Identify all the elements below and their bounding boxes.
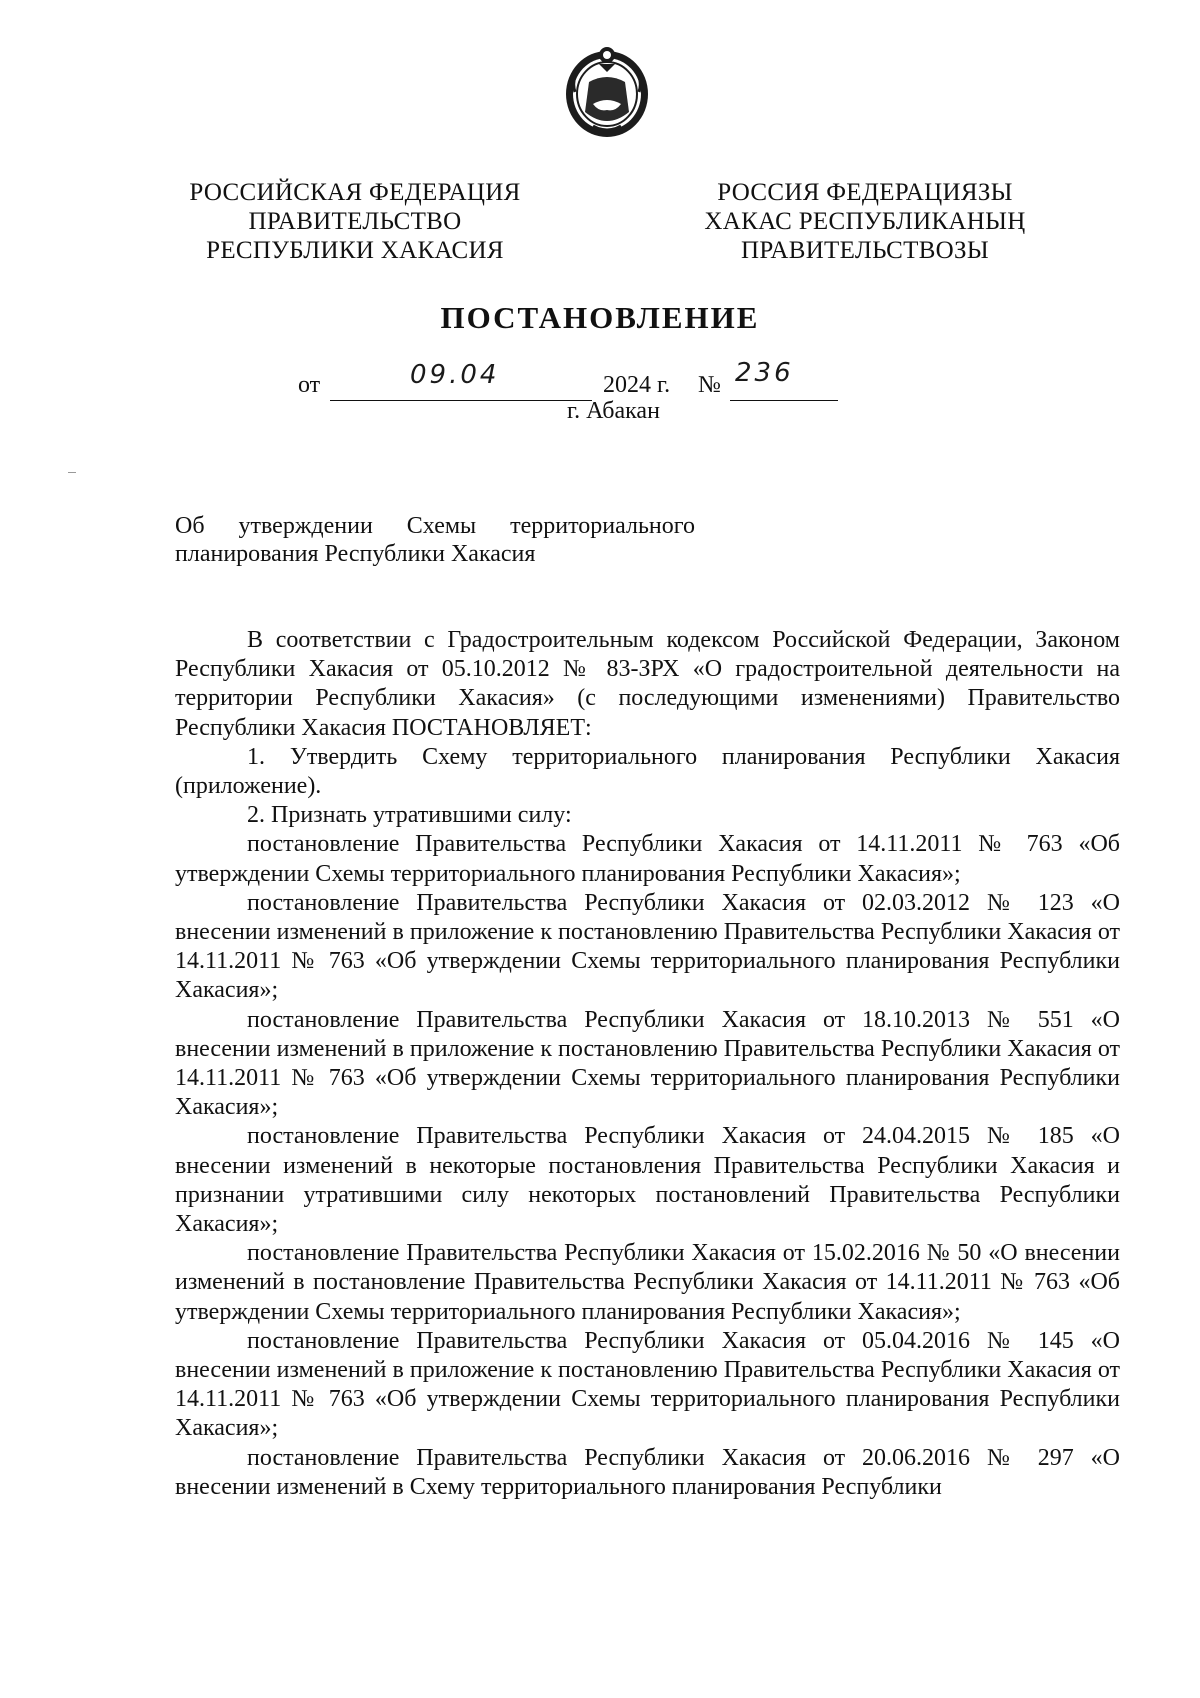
subject-line-2: планирования Республики Хакасия	[175, 541, 536, 567]
repealed-item: постановление Правительства Республики Хакасия от 02.03.2012 № 123 «О внесении изменений в приложение к постановлению Правительства Республики Хакасия от 14.11.2011 № 763 «Об утверждении Схемы территориального планирования Республики Хакасия»;	[175, 889, 1120, 1004]
header-right-line-3: ПРАВИТЕЛЬСТВОЗЫ	[741, 237, 989, 264]
item-2-paragraph: 2. Признать утратившими силу:	[247, 802, 572, 829]
year-label: 2024 г.	[603, 372, 671, 398]
header-left-line-2: ПРАВИТЕЛЬСТВО	[248, 208, 462, 235]
document-subject	[175, 512, 695, 568]
document-type-title: ПОСТАНОВЛЕНИЕ	[440, 300, 760, 335]
document-body	[175, 626, 1120, 1502]
item-1-paragraph: 1. Утвердить Схему территориального планирования Республики Хакасия (приложение).	[175, 743, 1120, 800]
header-right-line-2: ХАКАС РЕСПУБЛИКАНЫҢ	[704, 208, 1026, 235]
subject-line-1: Об утверждении Схемы территориального	[175, 513, 695, 539]
header-russian	[165, 178, 545, 265]
repealed-item: постановление Правительства Республики Хакасия от 24.04.2015 № 185 «О внесении изменений в некоторые постановления Правительства Республики Хакасия и признании утратившими силу некоторых постановлений Правительства Республики Хакасия»;	[175, 1123, 1120, 1238]
repealed-item: постановление Правительства Республики Хакасия от 14.11.2011 № 763 «Об утверждении Схемы территориального планирования Республики Хакасия»;	[175, 831, 1120, 887]
preamble-paragraph: В соответствии с Градостроительным кодексом Российской Федерации, Законом Республики Хакасия от 05.10.2012 № 83-ЗРХ «О градостроительной деятельности на территории Республики Хакасия» (с последующими изменениями) Правительство Республики Хакасия ПОСТАНОВЛЯЕТ:	[175, 627, 1120, 741]
coat-of-arms-emblem	[563, 42, 651, 140]
header-left-line-3: РЕСПУБЛИКИ ХАКАСИЯ	[206, 237, 504, 264]
repealed-item: постановление Правительства Республики Хакасия от 20.06.2016 № 297 «О внесении изменений в Схему территориального планирования Республики	[175, 1444, 1120, 1500]
repealed-item: постановление Правительства Республики Хакасия от 05.04.2016 № 145 «О внесении изменений в приложение к постановлению Правительства Республики Хакасия от 14.11.2011 № 763 «Об утверждении Схемы территориального планирования Республики Хакасия»;	[175, 1327, 1120, 1442]
repealed-item: постановление Правительства Республики Хакасия от 18.10.2013 № 551 «О внесении изменений в приложение к постановлению Правительства Республики Хакасия от 14.11.2011 № 763 «Об утверждении Схемы территориального планирования Республики Хакасия»;	[175, 1006, 1120, 1121]
number-label: №	[698, 372, 721, 398]
repealed-item: постановление Правительства Республики Хакасия от 15.02.2016 № 50 «О внесении изменений в постановление Правительства Республики Хакасия от 14.11.2011 № 763 «Об утверждении Схемы территориального планирования Республики Хакасия»;	[175, 1240, 1120, 1325]
header-left-line-1: РОССИЙСКАЯ ФЕДЕРАЦИЯ	[189, 179, 521, 206]
handwritten-date: 09.04	[410, 360, 500, 390]
handwritten-number: 236	[735, 358, 794, 388]
header-khakas	[695, 178, 1035, 265]
header-right-line-1: РОССИЯ ФЕДЕРАЦИЯЗЫ	[717, 179, 1013, 206]
scan-mark	[68, 472, 76, 473]
from-label: от	[298, 372, 321, 398]
city-label: г. Абакан	[567, 398, 660, 424]
